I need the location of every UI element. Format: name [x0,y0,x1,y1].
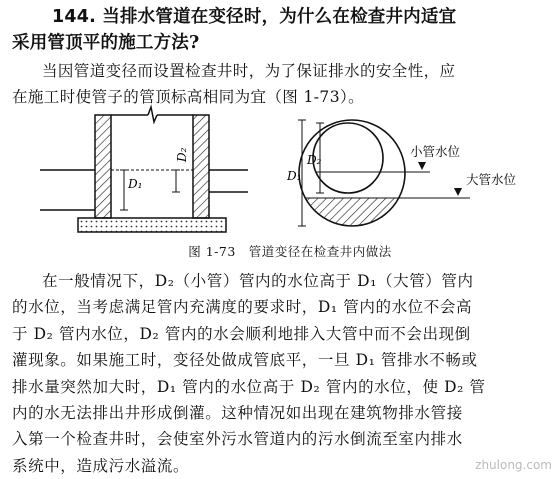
figure-1-73 [0,100,560,250]
body-paragraph [0,268,560,479]
question-heading [0,4,560,56]
question-number: 144. [52,7,96,27]
section-d1-label: D₁ [287,169,302,183]
body-line: 入第一个检查井时，会使室外污水管道内的污水倒流至室内排水 [12,430,463,449]
body-line: 于 D₂ 管内水位，D₂ 管内的水会顺利地排入大管中而不会出现倒 [12,324,471,343]
body-line: 系统中，造成污水溢流。 [12,456,190,475]
body-line: 灌现象。如果施工时，变径处做成管底平，一旦 D₁ 管排水不畅或 [12,351,478,370]
answer-line-1: 当因管道变径而设置检查井时，为了保证排水的安全性，应 [42,62,456,80]
question-line-1: 当排水管道在变径时，为什么在检查井内适宜 [102,7,457,27]
pipe-cross-section-drawing [298,120,470,227]
body-line: 内的水无法排出井形成倒灌。这种情况如出现在建筑物排水管接 [12,404,463,423]
question-line-2: 采用管顶平的施工方法? [12,33,200,53]
body-line: 在一般情况下，D₂（小管）管内的水位高于 D₁（大管）管内 [42,272,474,290]
manhole-d1-label: D₁ [128,177,143,191]
section-d2-label: D₂ [307,153,322,167]
body-line: 的水位，当考虑满足管内充满度的要求时，D₁ 管内的水位不会高 [12,298,473,317]
answer-line-2: 在施工时使管子的管顶标高相同为宜（图 1-73）。 [12,88,365,106]
large-pipe-level-label: 大管水位 [466,172,517,187]
small-pipe-level-label: 小管水位 [410,144,461,159]
manhole-section-drawing [40,107,248,232]
body-line: 排水量突然加大时，D₁ 管内的水位高于 D₂ 管内的水位，使 D₂ 管 [12,377,486,396]
figure-caption: 图 1-73 管道变径在检查井内做法 [188,244,392,259]
watermark: zhulong.com [475,458,552,472]
manhole-d2-label: D₂ [175,147,189,162]
